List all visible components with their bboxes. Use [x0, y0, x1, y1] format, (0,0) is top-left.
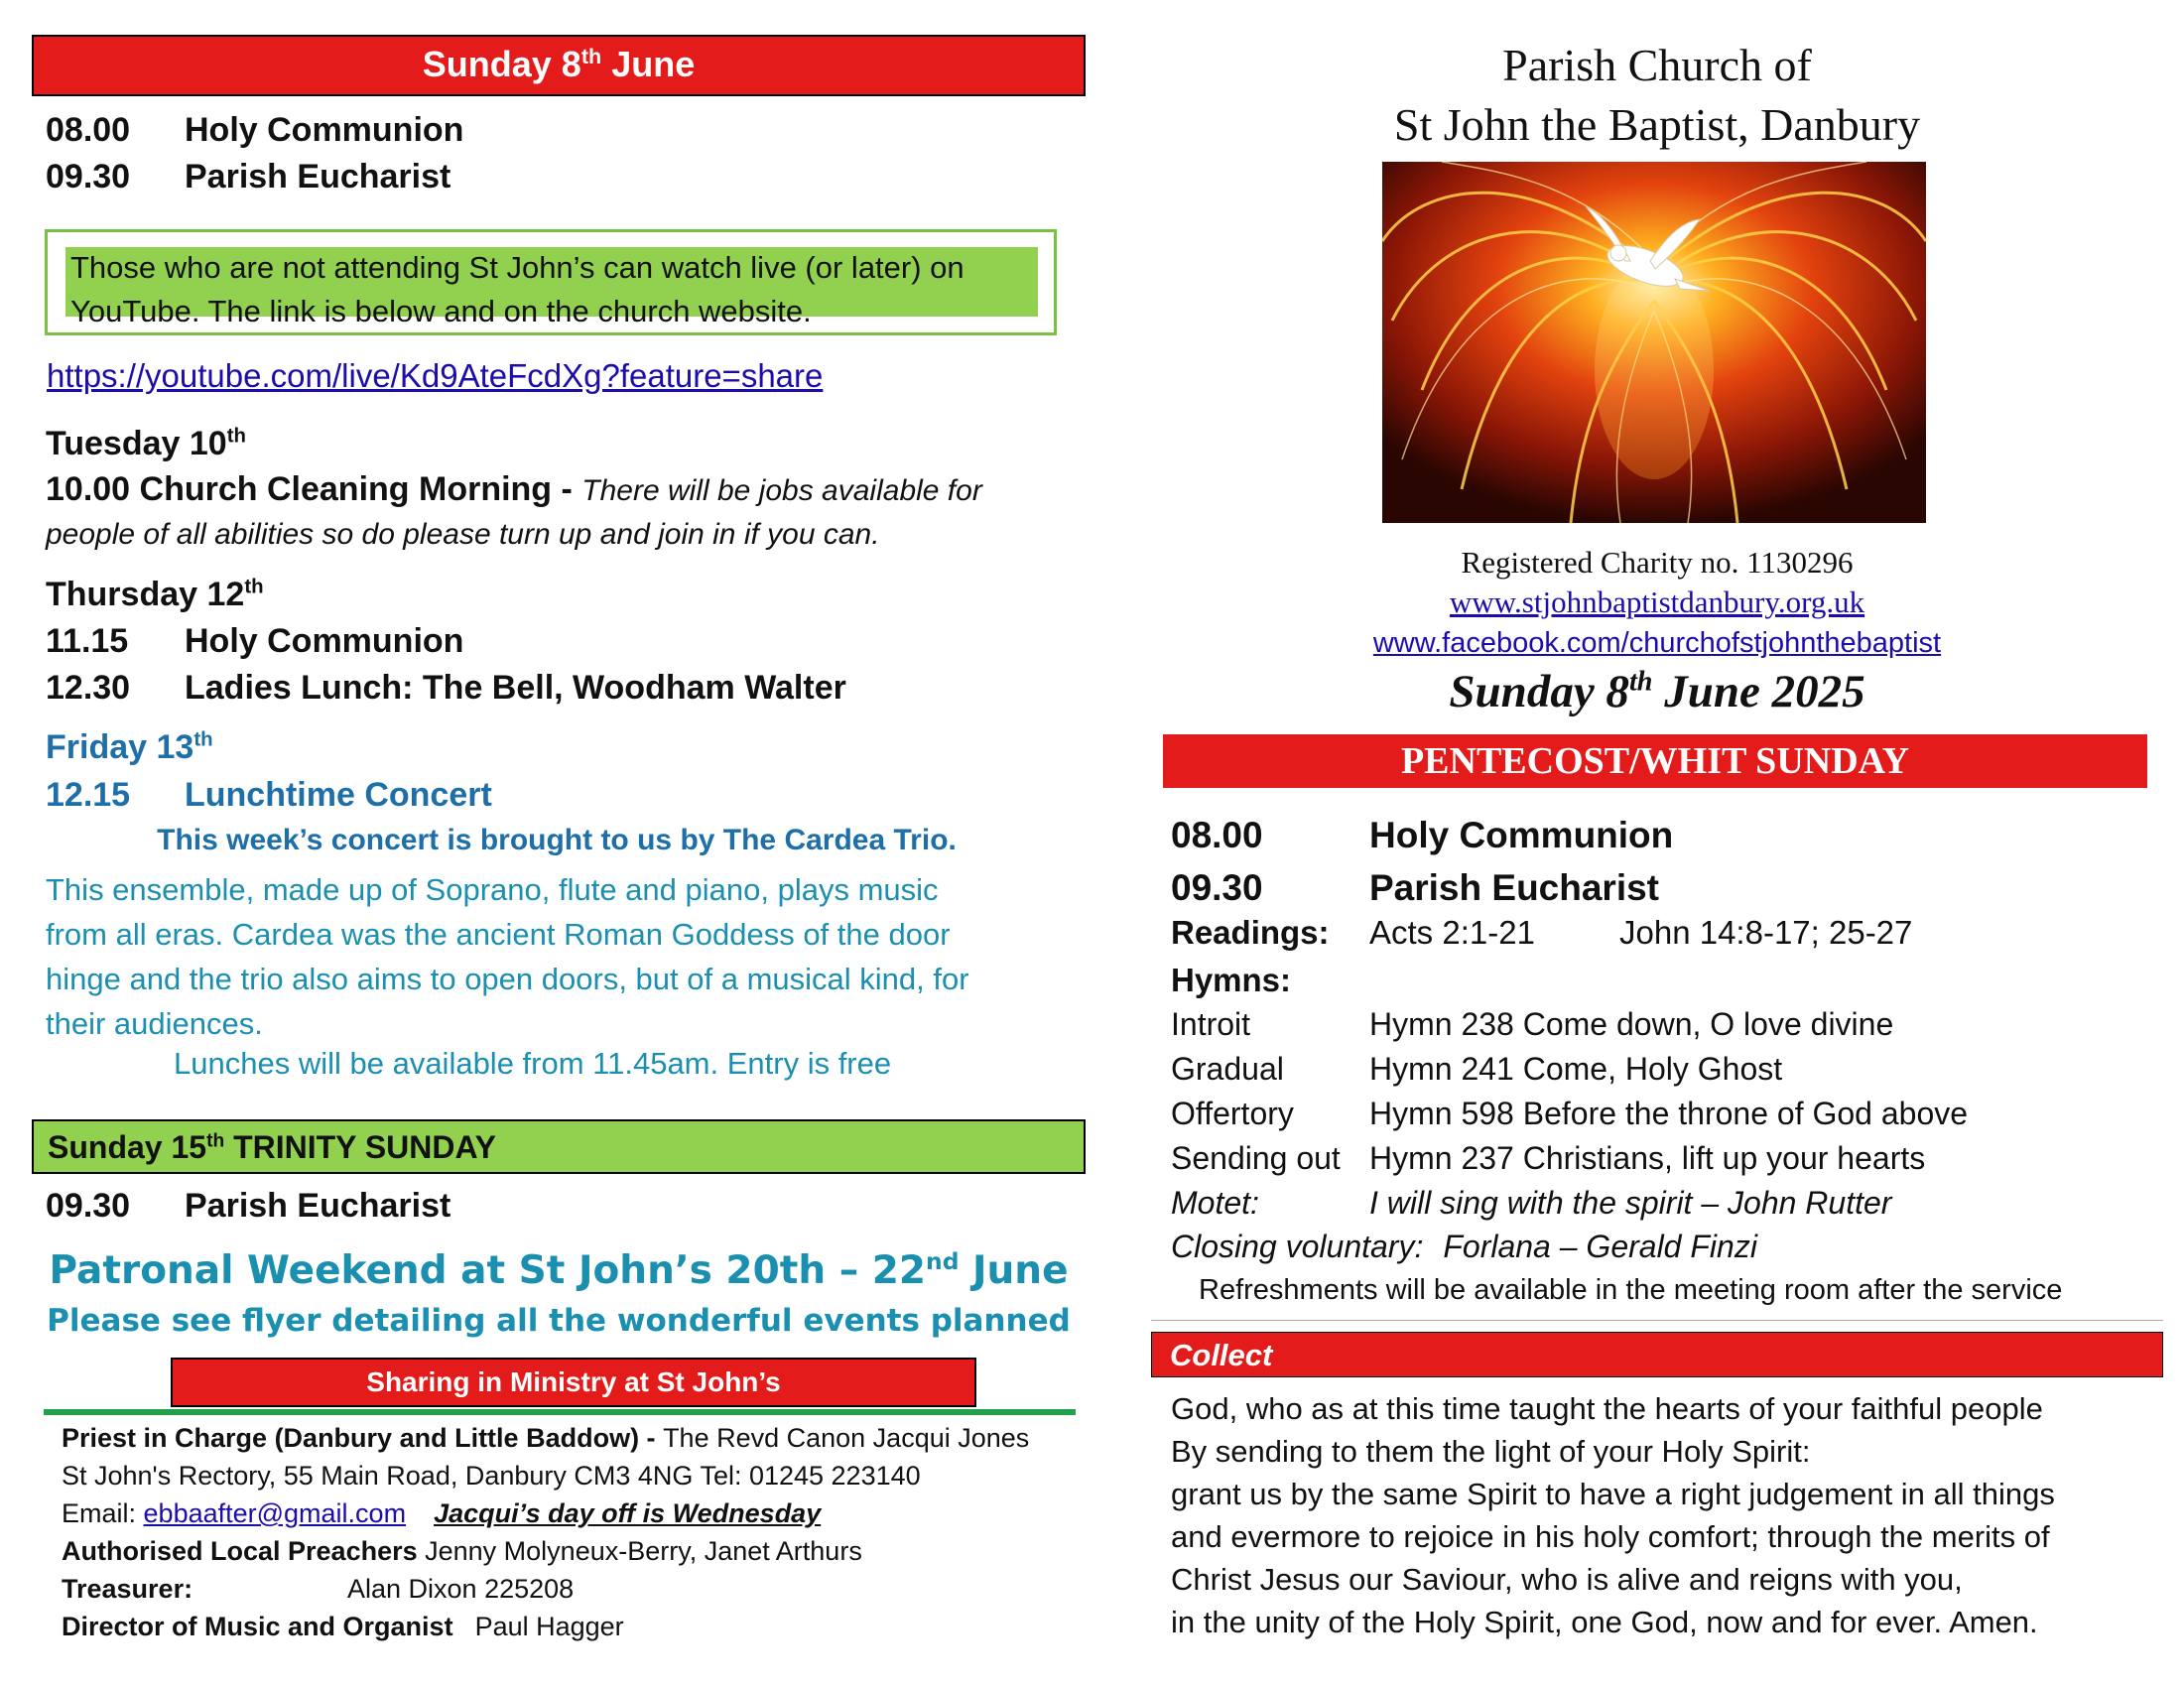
lunches-note: Lunches will be available from 11.45am. Entry is free — [174, 1046, 892, 1081]
date-text-post: June 2025 — [1652, 666, 1865, 717]
hymn-row — [1171, 1006, 1893, 1043]
readings-label: Readings: — [1171, 914, 1330, 951]
hymn-label: Introit — [1171, 1006, 1251, 1042]
desc-line: This ensemble, made up of Soprano, flute and piano, plays music — [46, 872, 939, 907]
tuesday-heading — [46, 425, 246, 463]
ministry-header: Sharing in Ministry at St John’s — [171, 1358, 976, 1407]
priest-name: The Revd Canon Jacqui Jones — [663, 1423, 1030, 1453]
youtube-link[interactable]: https://youtube.com/live/Kd9AteFcdXg?feature=share — [47, 357, 824, 394]
treasurer-label: Treasurer: — [62, 1574, 193, 1604]
rectory-address: St John's Rectory, 55 Main Road, Danbury CM3 4NG Tel: 01245 223140 — [62, 1461, 921, 1491]
day-label: Tuesday 10 — [46, 425, 227, 462]
desc-line: their audiences. — [46, 1006, 263, 1041]
service-time: 11.15 — [46, 622, 129, 660]
patronal-subtitle: Please see flyer detailing all the wonderful events planned — [47, 1303, 1071, 1339]
readings-row — [1171, 914, 1912, 952]
day-label: Thursday 12 — [46, 576, 245, 613]
email-label: Email: — [62, 1498, 144, 1528]
reading-2: John 14:8-17; 25-27 — [1619, 914, 1913, 951]
dove-icon — [1382, 162, 1926, 523]
friday-heading — [46, 728, 213, 767]
service-name: Ladies Lunch: The Bell, Woodham Walter — [185, 669, 846, 707]
service-name: Holy Communion — [185, 622, 464, 660]
service-row — [46, 158, 450, 196]
pentecost-image — [1382, 162, 1926, 523]
sunday15-title: Sunday 15 — [48, 1129, 207, 1165]
service-row — [46, 1187, 450, 1226]
hymn-label: Gradual — [1171, 1051, 1284, 1087]
hymn-label: Sending out — [1171, 1140, 1341, 1176]
service-date — [1161, 665, 2153, 718]
website-link[interactable]: www.stjohnbaptistdanbury.org.uk — [1449, 584, 1865, 619]
service-time: 09.30 — [46, 1187, 131, 1225]
voluntary-value: Forlana – Gerald Finzi — [1443, 1229, 1757, 1264]
hymns-label: Hymns: — [1171, 962, 1292, 998]
motet-row — [1171, 1185, 1891, 1222]
service-row — [46, 669, 846, 708]
cleaning-event — [46, 470, 982, 509]
service-time: 08.00 — [46, 111, 131, 149]
hymn-row — [1171, 1096, 1968, 1132]
collect-line: Christ Jesus our Saviour, who is alive and reigns with you, — [1171, 1562, 1963, 1597]
sunday8-sup: th — [580, 44, 602, 68]
divider — [1151, 1320, 2163, 1321]
sunday15-header — [32, 1119, 1086, 1174]
sunday8-title-post: June — [601, 44, 696, 84]
service-name: Parish Eucharist — [185, 158, 451, 195]
sunday15-sup: th — [206, 1130, 225, 1152]
service-time: 09.30 — [1171, 867, 1263, 908]
desc-line: hinge and the trio also aims to open doors, but of a musical kind, for — [46, 962, 969, 996]
service-name: Holy Communion — [1369, 815, 1674, 855]
thursday-heading — [46, 576, 264, 614]
day-off-note: Jacqui’s day off is Wednesday — [434, 1498, 822, 1528]
service-row — [46, 622, 463, 661]
facebook-link[interactable]: www.facebook.com/churchofstjohnthebaptist — [1372, 627, 1942, 659]
concert-description — [46, 867, 969, 1046]
hymn-value: Hymn 598 Before the throne of God above — [1369, 1096, 1969, 1131]
concert-title: This week’s concert is brought to us by The Cardea Trio. — [157, 824, 957, 856]
preachers-names: Jenny Molyneux-Berry, Janet Arthurs — [417, 1536, 862, 1566]
service-time: 09.30 — [46, 158, 131, 195]
event-desc: There will be jobs available for — [581, 474, 982, 507]
day-sup: th — [193, 728, 213, 751]
treasurer-name: Alan Dixon 225208 — [347, 1574, 575, 1604]
church-name — [1161, 36, 2153, 155]
patronal-title — [32, 1248, 1086, 1293]
hymn-value: Hymn 238 Come down, O love divine — [1369, 1006, 1894, 1042]
day-sup: th — [244, 576, 264, 598]
charity-number: Registered Charity no. 1130296 — [1461, 545, 1854, 580]
email-link[interactable]: ebbaafter@gmail.com — [143, 1498, 407, 1528]
event-title: 10.00 Church Cleaning Morning - — [46, 470, 582, 508]
service-name: Parish Eucharist — [185, 1187, 451, 1225]
concert-name: Lunchtime Concert — [185, 776, 492, 814]
concert-time: 12.15 — [46, 776, 131, 814]
hymn-row — [1171, 1051, 1782, 1088]
desc-line: from all eras. Cardea was the ancient Roman Goddess of the door — [46, 917, 951, 952]
date-sup: th — [1628, 666, 1653, 698]
pentecost-banner: PENTECOST/WHIT SUNDAY — [1163, 734, 2147, 788]
voluntary-row — [1171, 1229, 1757, 1265]
collect-text — [1171, 1387, 2055, 1643]
hymn-value: Hymn 241 Come, Holy Ghost — [1369, 1051, 1783, 1087]
youtube-notice-box — [45, 229, 1057, 335]
patronal-text: Patronal Weekend at St John’s 20th – 22 — [49, 1248, 927, 1293]
priest-label: Priest in Charge (Danbury and Little Baddow) - — [62, 1423, 664, 1453]
refreshments-note: Refreshments will be available in the meeting room after the service — [1199, 1274, 2063, 1306]
right-services — [1171, 809, 1673, 914]
concert-row — [46, 776, 492, 815]
hymn-label: Offertory — [1171, 1096, 1294, 1131]
collect-line: By sending to them the light of your Holy Spirit: — [1171, 1434, 1811, 1469]
collect-line: God, who as at this time taught the hearts of your faithful people — [1171, 1391, 2043, 1426]
collect-header: Collect — [1151, 1332, 2163, 1377]
notice-line: Those who are not attending St John’s can watch live (or later) on — [70, 250, 964, 285]
service-time: 08.00 — [1171, 815, 1263, 855]
day-sup: th — [226, 425, 246, 448]
patronal-sup: nd — [926, 1247, 960, 1275]
hymn-row — [1171, 1140, 1925, 1177]
patronal-text-post: June — [959, 1248, 1069, 1293]
notice-line: YouTube. The link is below and on the church website. — [70, 294, 812, 328]
church-line: Parish Church of — [1502, 40, 1812, 90]
voluntary-label: Closing voluntary: — [1171, 1229, 1424, 1264]
event-desc: people of all abilities so do please turn up and join in if you can. — [46, 518, 880, 551]
sunday15-title-post: TRINITY SUNDAY — [224, 1129, 497, 1165]
collect-line: and evermore to rejoice in his holy comfort; through the merits of — [1171, 1519, 2050, 1554]
service-name: Holy Communion — [185, 111, 464, 149]
charity-info — [1161, 543, 2153, 663]
church-line: St John the Baptist, Danbury — [1393, 99, 1921, 150]
service-time: 12.30 — [46, 669, 131, 707]
hymn-value: Hymn 237 Christians, lift up your hearts — [1369, 1140, 1926, 1176]
motet-value: I will sing with the spirit – John Rutter — [1369, 1185, 1892, 1221]
date-text: Sunday 8 — [1449, 666, 1629, 717]
preachers-label: Authorised Local Preachers — [62, 1536, 418, 1566]
sunday8-title: Sunday 8 — [422, 44, 581, 84]
sunday8-header — [32, 35, 1086, 96]
reading-1: Acts 2:1-21 — [1369, 914, 1535, 951]
collect-line: grant us by the same Spirit to have a right judgement in all things — [1171, 1477, 2055, 1511]
divider — [44, 1409, 1076, 1415]
ministry-details — [62, 1419, 1029, 1645]
collect-line: in the unity of the Holy Spirit, one God, now and for ever. Amen. — [1171, 1605, 2038, 1639]
music-label: Director of Music and Organist — [62, 1612, 453, 1641]
motet-label: Motet: — [1171, 1185, 1259, 1221]
music-name: Paul Hagger — [474, 1612, 624, 1641]
service-name: Parish Eucharist — [1369, 867, 1660, 908]
service-row — [46, 111, 463, 150]
day-label: Friday 13 — [46, 728, 194, 766]
